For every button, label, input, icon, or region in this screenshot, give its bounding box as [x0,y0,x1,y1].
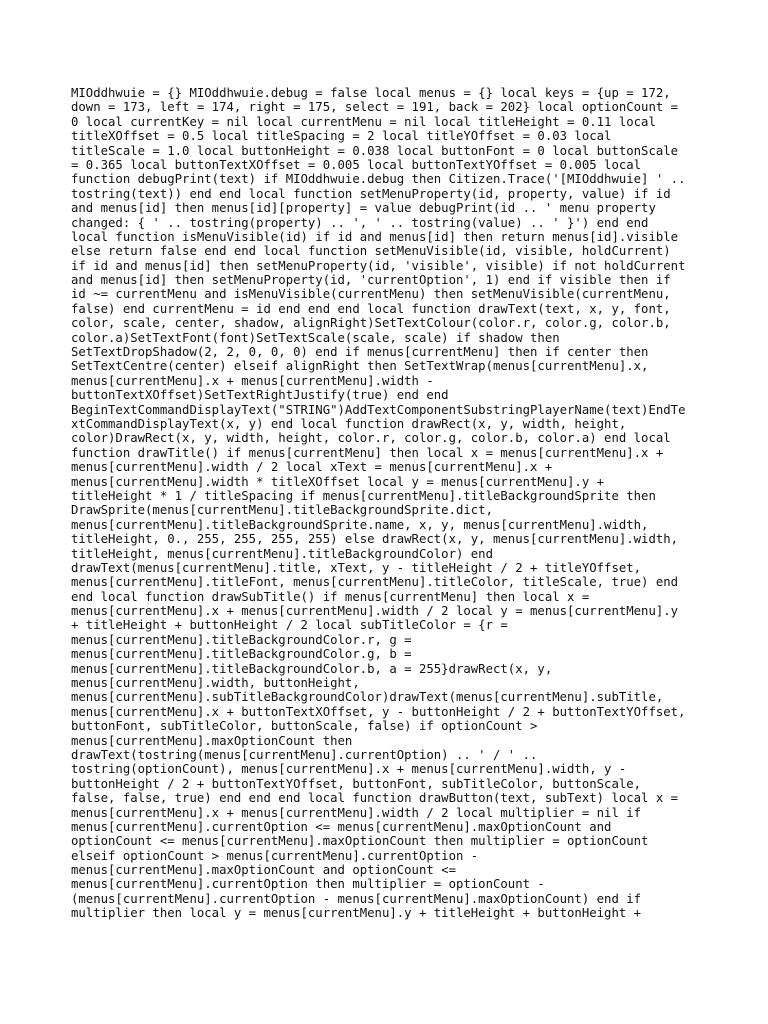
code-line: drawText(menus[currentMenu].title, xText, y - titleHeight / 2 + titleYOffset, [71,560,642,575]
code-line: menus[currentMenu].maxOptionCount and optionCount <= [71,863,456,878]
code-line: titleScale = 1.0 local buttonHeight = 0.038 local buttonFont = 0 local buttonScale [71,143,679,158]
code-line: down = 173, left = 174, right = 175, select = 191, back = 202} local optionCount = [71,100,679,115]
code-line: menus[currentMenu].maxOptionCount then [71,733,353,748]
code-line: + titleHeight + buttonHeight / 2 local subTitleColor = {r = [71,618,508,633]
code-line: titleHeight * 1 / titleSpacing if menus[currentMenu].titleBackgroundSprite then [71,488,656,503]
code-line: 0 local currentKey = nil local currentMenu = nil local titleHeight = 0.11 local [71,114,656,129]
code-line: if id and menus[id] then setMenuProperty(id, 'visible', visible) if not holdCurrent [71,258,686,273]
code-line: menus[currentMenu].currentOption <= menus[currentMenu].maxOptionCount and [71,819,612,834]
code-line: color.a)SetTextFont(font)SetTextScale(scale, scale) if shadow then [71,330,560,345]
code-line: SetTextCentre(center) elseif alignRight then SetTextWrap(menus[currentMenu].x, [71,359,649,374]
code-line: (menus[currentMenu].currentOption - menus[currentMenu].maxOptionCount) end if [71,891,642,906]
code-line: menus[currentMenu].currentOption then multiplier = optionCount - [71,877,545,892]
code-line: menus[currentMenu].width * titleXOffset local y = menus[currentMenu].y + [71,474,605,489]
code-line: function drawTitle() if menus[currentMenu] then local x = menus[currentMenu].x + [71,445,664,460]
code-line: and menus[id] then setMenuProperty(id, 'currentOption', 1) end if visible then if [71,273,671,288]
code-line: changed: { ' .. tostring(property) .. ', ' .. tostring(value) .. ' }') end end [71,215,649,230]
code-line: color)DrawRect(x, y, width, height, color.r, color.g, color.b, color.a) end local [71,431,671,446]
code-line: menus[currentMenu].x + menus[currentMenu].width / 2 local multiplier = nil if [71,805,642,820]
code-line: SetTextDropShadow(2, 2, 0, 0, 0) end if menus[currentMenu] then if center then [71,345,649,360]
code-line: color, scale, center, shadow, alignRight)SetTextColour(color.r, color.g, color.b, [71,316,671,331]
code-line: buttonTextXOffset)SetTextRightJustify(true) end end [71,388,449,403]
code-line: menus[currentMenu].subTitleBackgroundColor)drawText(menus[currentMenu].subTitle, [71,690,664,705]
code-line: = 0.365 local buttonTextXOffset = 0.005 local buttonTextYOffset = 0.005 local [71,157,642,172]
code-line: local function isMenuVisible(id) if id and menus[id] then return menus[id].visible [71,229,679,244]
code-line: titleXOffset = 0.5 local titleSpacing = 2 local titleYOffset = 0.03 local [71,129,612,144]
code-line: MIOddhwuie = {} MIOddhwuie.debug = false local menus = {} local keys = {up = 172, [71,86,671,100]
code-line: titleHeight, 0., 255, 255, 255, 255) else drawRect(x, y, menus[currentMenu].width, [71,532,679,547]
code-line: xtCommandDisplayText(x, y) end local function drawRect(x, y, width, height, [71,416,627,431]
code-line: tostring(optionCount), menus[currentMenu].x + menus[currentMenu].width, y - [71,762,627,777]
code-line: menus[currentMenu].x + menus[currentMenu].width / 2 local y = menus[currentMenu].y [71,604,679,619]
code-line: multiplier then local y = menus[currentMenu].y + titleHeight + buttonHeight + [71,906,642,921]
code-line: id ~= currentMenu and isMenuVisible(currentMenu) then setMenuVisible(currentMenu, [71,287,671,302]
code-line: menus[currentMenu].width / 2 local xText = menus[currentMenu].x + [71,460,553,475]
code-line: menus[currentMenu].titleBackgroundColor.g, b = [71,647,412,662]
code-text-block [71,86,711,921]
code-line: menus[currentMenu].titleBackgroundColor.r, g = [71,632,412,647]
code-line: optionCount <= menus[currentMenu].maxOptionCount then multiplier = optionCount [71,834,649,849]
code-line: end local function drawSubTitle() if menus[currentMenu] then local x = [71,589,590,604]
code-line: drawText(tostring(menus[currentMenu].currentOption) .. ' / ' .. [71,747,538,762]
code-line: titleHeight, menus[currentMenu].titleBackgroundColor) end [71,546,493,561]
code-line: menus[currentMenu].titleFont, menus[currentMenu].titleColor, titleScale, true) end [71,575,679,590]
code-line: menus[currentMenu].width, buttonHeight, [71,676,360,691]
code-line: DrawSprite(menus[currentMenu].titleBackgroundSprite.dict, [71,503,493,518]
code-line: menus[currentMenu].titleBackgroundColor.b, a = 255}drawRect(x, y, [71,661,553,676]
code-line: false) end currentMenu = id end end end local function drawText(text, x, y, font, [71,301,671,316]
code-line: buttonFont, subTitleColor, buttonScale, false) if optionCount > [71,719,538,734]
code-line: function debugPrint(text) if MIOddhwuie.debug then Citizen.Trace('[MIOddhwuie] ' .. [71,172,686,187]
code-line: menus[currentMenu].x + menus[currentMenu].width - [71,373,434,388]
code-line: buttonHeight / 2 + buttonTextYOffset, buttonFont, subTitleColor, buttonScale, [71,776,642,791]
code-line: menus[currentMenu].titleBackgroundSprite.name, x, y, menus[currentMenu].width, [71,517,649,532]
code-line: elseif optionCount > menus[currentMenu].currentOption - [71,848,479,863]
code-line: and menus[id] then menus[id][property] = value debugPrint(id .. ' menu property [71,201,656,216]
code-line: else return false end end local function setMenuVisible(id, visible, holdCurrent) [71,244,671,259]
code-line: false, false, true) end end end local function drawButton(text, subText) local x = [71,791,679,806]
code-line: tostring(text)) end end local function setMenuProperty(id, property, value) if id [71,186,671,201]
code-line: menus[currentMenu].x + buttonTextXOffset, y - buttonHeight / 2 + buttonTextYOffset, [71,704,686,719]
code-line: BeginTextCommandDisplayText("STRING")AddTextComponentSubstringPlayerName(text)EndTe [71,402,686,417]
